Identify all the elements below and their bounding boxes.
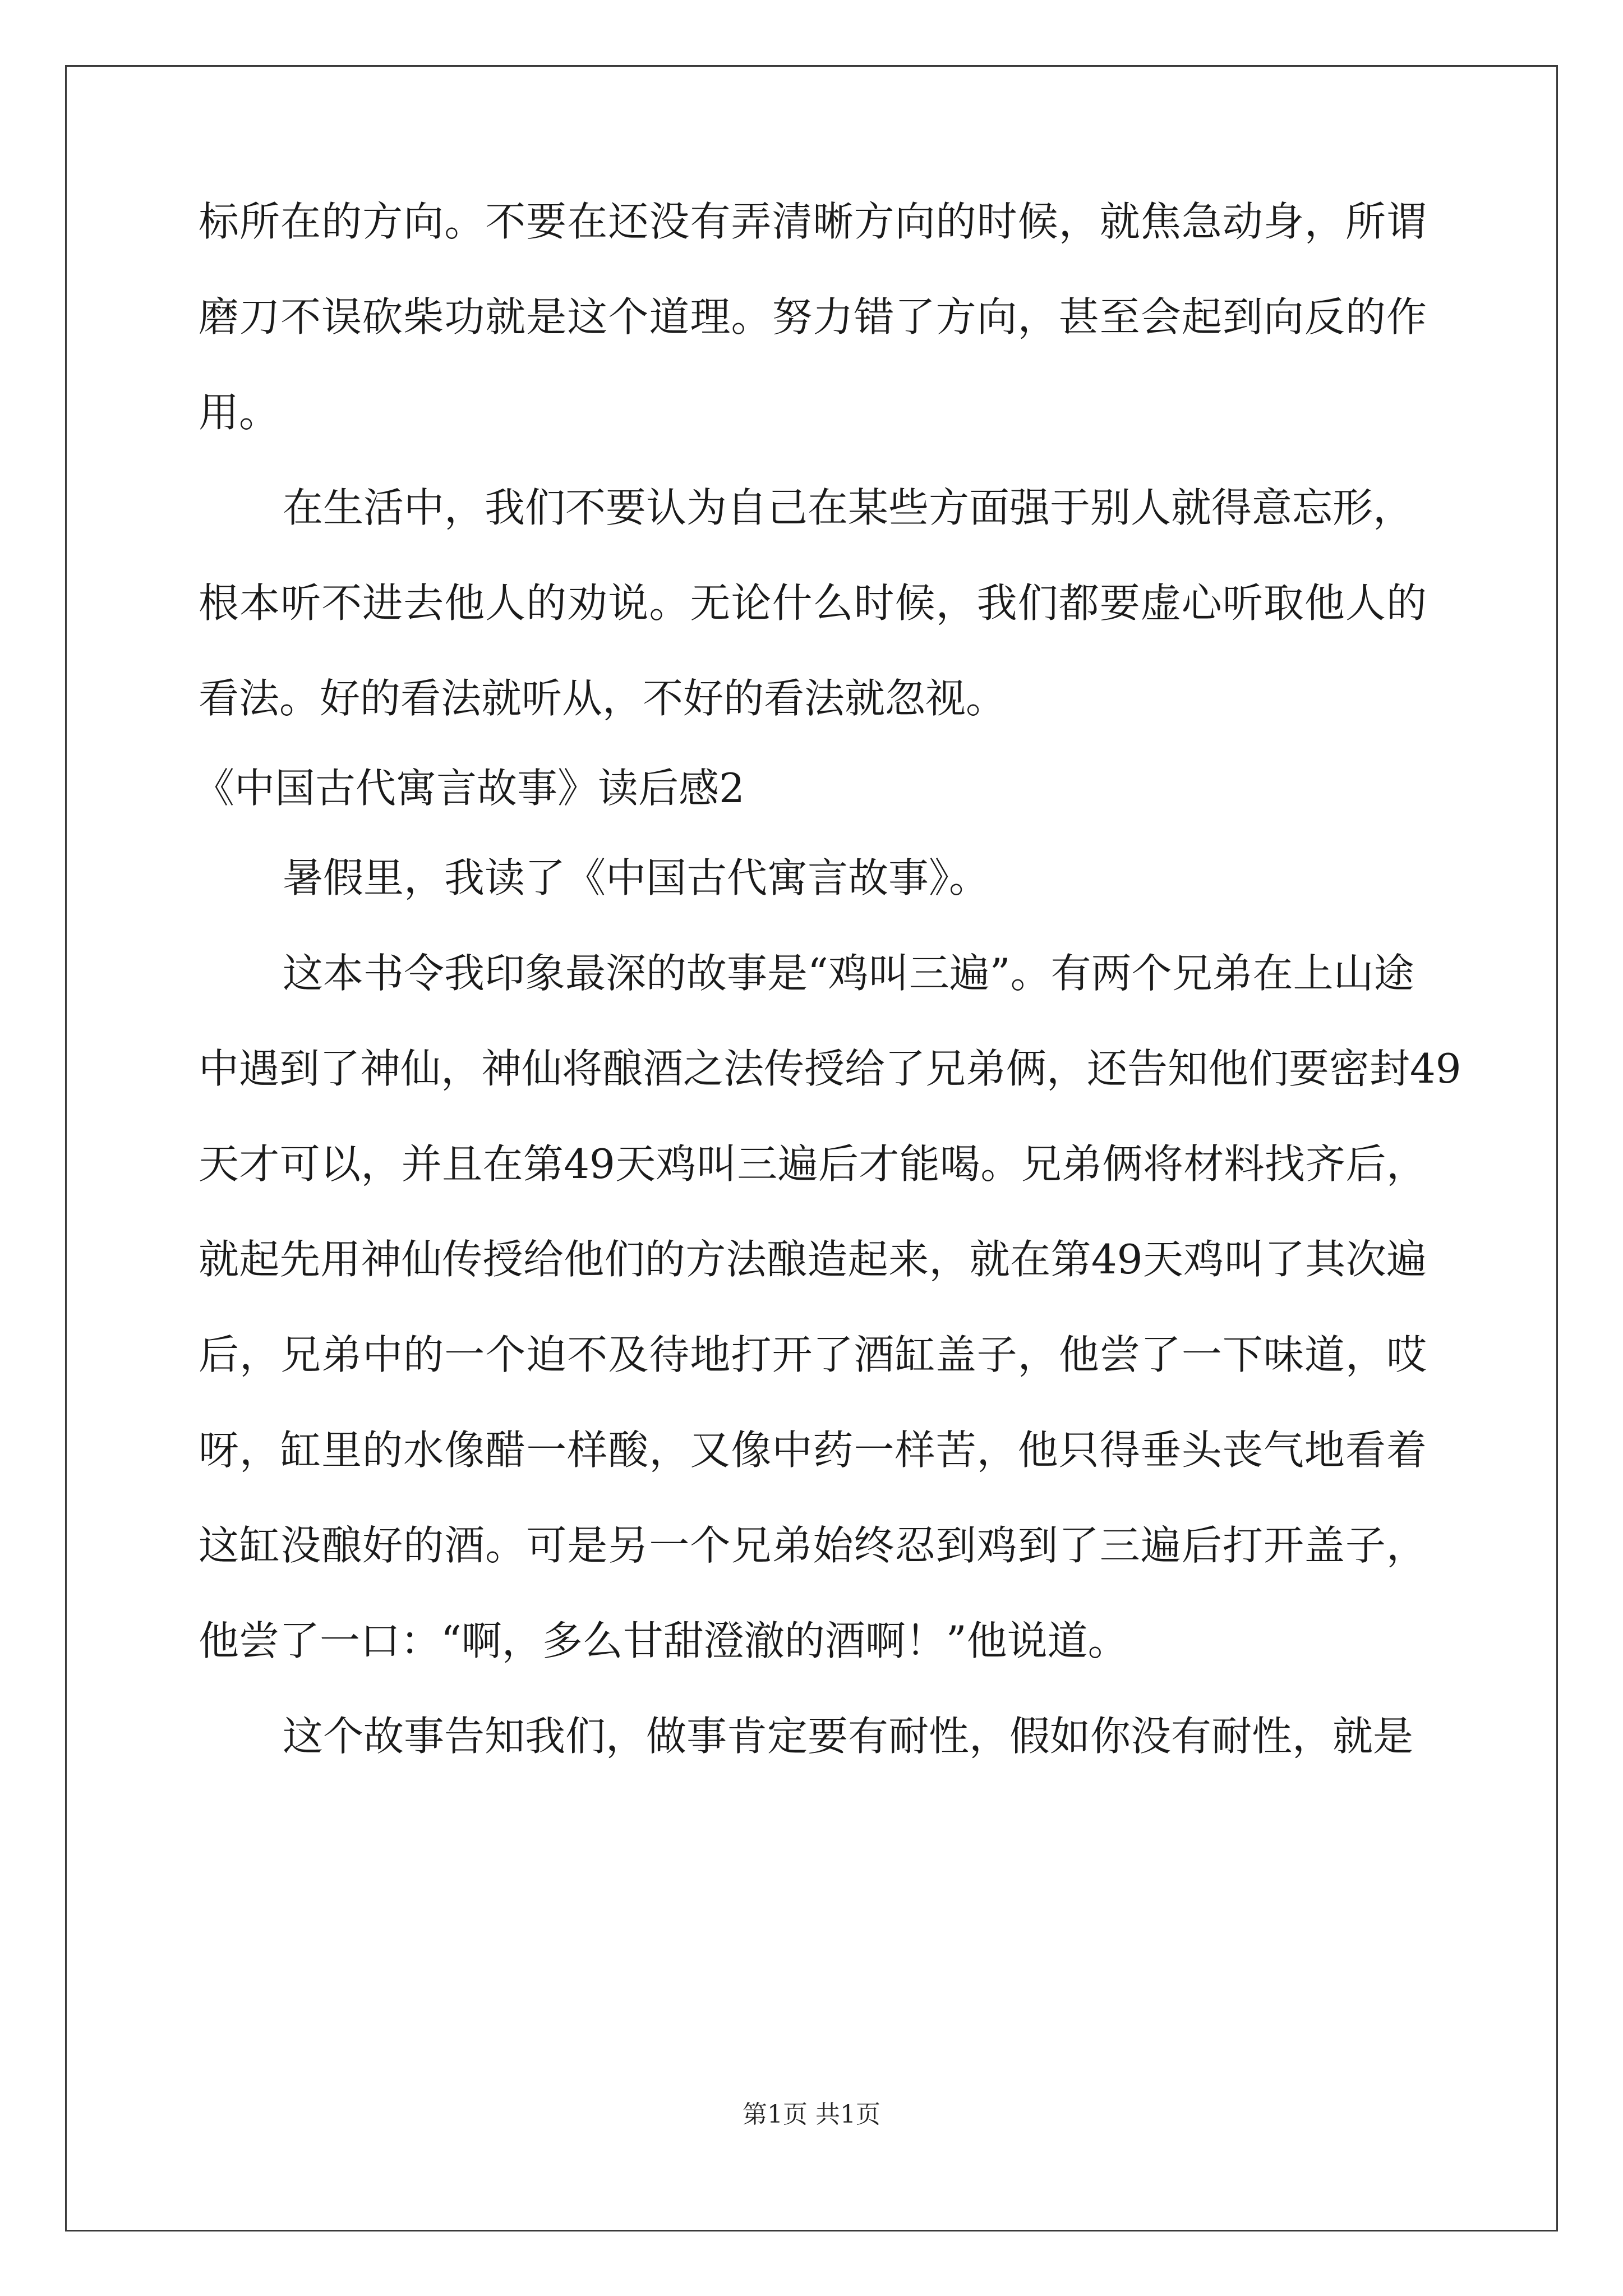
paragraph-line: 呀，缸里的水像醋一样酸，又像中药一样苦，他只得垂头丧气地看着 [199,1427,1427,1474]
paragraph-line: 天才可以，并且在第49天鸡叫三遍后才能喝。兄弟俩将材料找齐后， [199,1140,1427,1188]
page-footer: 第1页 共1页 [743,2100,880,2129]
paragraph-line: 中遇到了神仙，神仙将酿酒之法传授给了兄弟俩，还告知他们要密封49 [199,1045,1461,1092]
paragraph-line: 用。 [199,389,280,436]
paragraph-line: 这本书令我印象最深的故事是“鸡叫三遍”。有两个兄弟在上山途 [283,950,1414,997]
paragraph-line: 这个故事告知我们，做事肯定要有耐性，假如你没有耐性，就是 [283,1713,1414,1760]
paragraph-line: 就起先用神仙传授给他们的方法酿造起来，就在第49天鸡叫了其次遍 [199,1236,1427,1283]
paragraph-line: 他尝了一口：“啊，多么甘甜澄澈的酒啊！”他说道。 [199,1617,1128,1664]
paragraph-line: 磨刀不误砍柴功就是这个道理。努力错了方向，甚至会起到向反的作 [199,293,1427,341]
paragraph-line: 后，兄弟中的一个迫不及待地打开了酒缸盖子，他尝了一下味道，哎 [199,1331,1427,1378]
paragraph-line: 根本听不进去他人的劝说。无论什么时候，我们都要虚心听取他人的 [199,579,1427,627]
paragraph-line: 看法。好的看法就听从，不好的看法就忽视。 [199,675,1007,722]
paragraph-line: 在生活中，我们不要认为自己在某些方面强于别人就得意忘形， [283,484,1414,531]
paragraph-line: 标所在的方向。不要在还没有弄清晰方向的时候，就焦急动身，所谓 [199,198,1427,245]
paragraph-line: 暑假里，我读了《中国古代寓言故事》。 [283,854,990,901]
section-heading: 《中国古代寓言故事》读后感2 [194,765,745,812]
paragraph-line: 这缸没酿好的酒。可是另一个兄弟始终忍到鸡到了三遍后打开盖子， [199,1522,1427,1569]
